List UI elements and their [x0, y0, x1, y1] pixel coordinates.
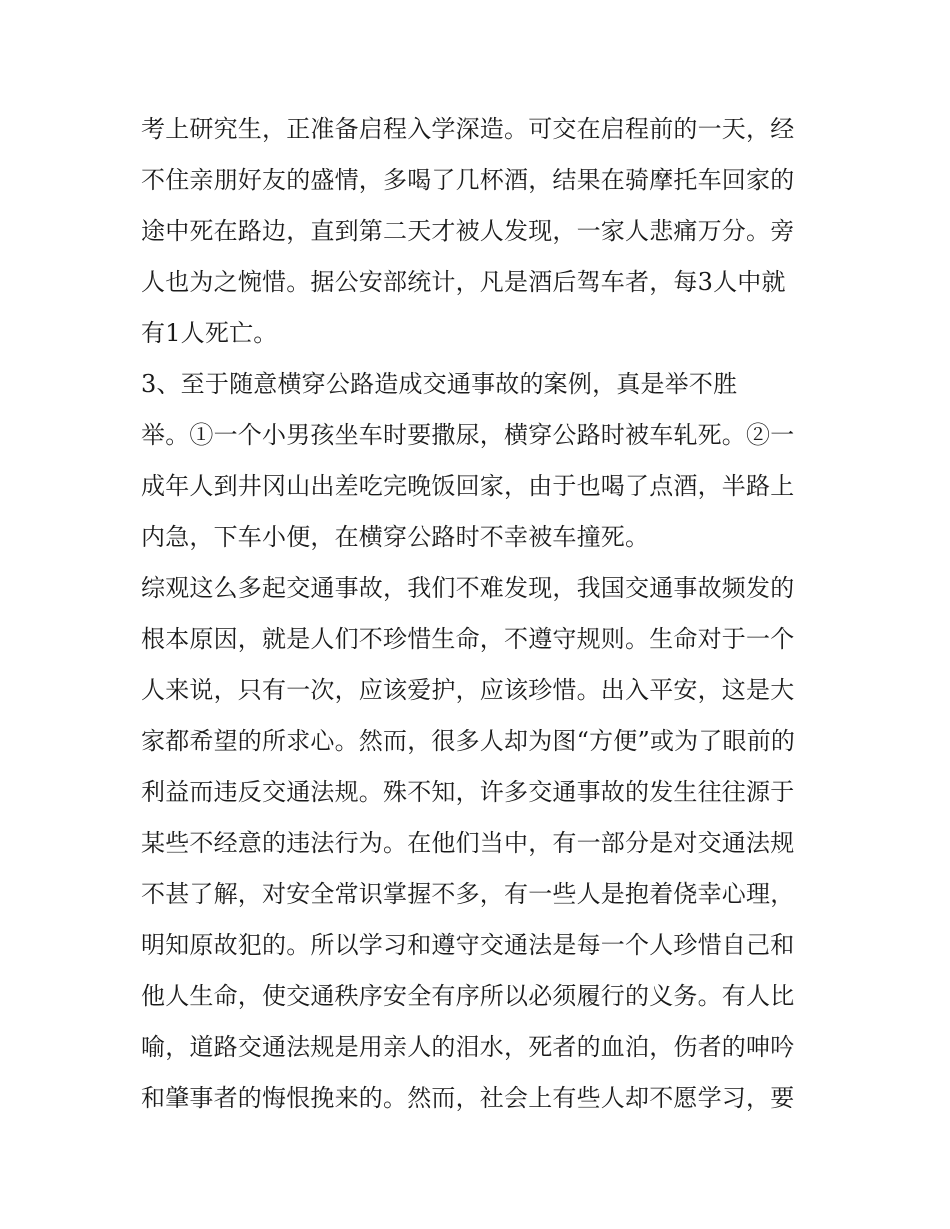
- text-line: 根本原因，就是人们不珍惜生命，不遵守规则。生命对于一个: [141, 625, 795, 653]
- text-line: 喻，道路交通法规是用亲人的泪水，死者的血泊，伤者的呻吟: [141, 1033, 795, 1061]
- text-line: 考上研究生，正准备启程入学深造。可交在启程前的一天，经: [141, 115, 795, 143]
- text-line: 利益而违反交通法规。殊不知，许多交通事故的发生往往源于: [141, 778, 795, 806]
- text-line: 他人生命，使交通秩序安全有序所以必须履行的义务。有人比: [141, 982, 795, 1010]
- text-line: 有1人死亡。: [141, 319, 278, 347]
- text-line: 和肇事者的悔恨挽来的。然而，社会上有些人却不愿学习，要: [141, 1084, 795, 1112]
- text-line: 内急，下车小便，在横穿公路时不幸被车撞死。: [141, 523, 650, 551]
- text-line: 3、至于随意横穿公路造成交通事故的案例，真是举不胜: [141, 370, 738, 398]
- text-line: 人也为之惋惜。据公安部统计，凡是酒后驾车者，每3人中就: [141, 268, 786, 296]
- text-line: 综观这么多起交通事故，我们不难发现，我国交通事故频发的: [141, 574, 795, 602]
- text-line: 不住亲朋好友的盛情，多喝了几杯酒，结果在骑摩托车回家的: [141, 166, 795, 194]
- text-line: 成年人到井冈山出差吃完晚饭回家，由于也喝了点酒，半路上: [141, 472, 795, 500]
- text-line: 家都希望的所求心。然而，很多人却为图“方便”或为了眼前的: [141, 727, 796, 755]
- text-line: 人来说，只有一次，应该爱护，应该珍惜。出入平安，这是大: [141, 676, 795, 704]
- text-line: 举。①一个小男孩坐车时要撒尿，横穿公路时被车轧死。②一: [141, 421, 795, 449]
- text-line: 明知原故犯的。所以学习和遵守交通法是每一个人珍惜自己和: [141, 931, 795, 959]
- text-line: 途中死在路边，直到第二天才被人发现，一家人悲痛万分。旁: [141, 217, 795, 245]
- text-line: 某些不经意的违法行为。在他们当中，有一部分是对交通法规: [141, 829, 795, 857]
- text-line: 不甚了解，对安全常识掌握不多，有一些人是抱着侥幸心理，: [141, 880, 795, 908]
